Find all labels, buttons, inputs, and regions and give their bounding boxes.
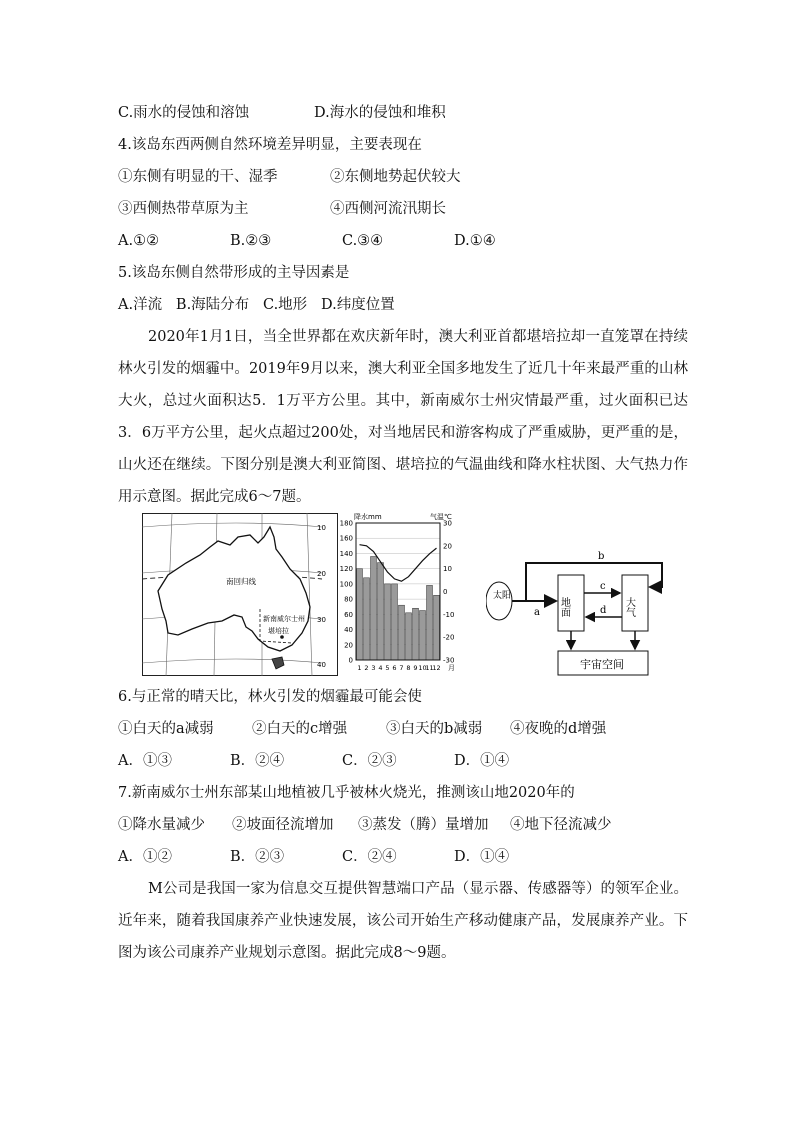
precip-tick-label: 160 [339,534,353,543]
tropic-label: 南回归线 [226,577,256,586]
precip-tick-label: 0 [348,656,353,665]
q7-statement-1: ①降水量减少 [118,817,205,833]
precip-bar-12 [434,595,440,660]
precip-bars [357,556,440,660]
label-c: c [600,581,606,592]
q6-statement-1: ①白天的a减弱 [118,721,214,737]
month-tick-label: 8 [406,664,411,672]
temp-tick-label: 30 [443,519,452,528]
q6-option-a[interactable]: A．①③ [118,753,172,769]
month-tick-label: 3 [371,664,376,672]
q4-option-c[interactable]: C.③④ [342,233,384,249]
month-tick-label: 5 [385,664,390,672]
month-tick-label: 7 [399,664,404,672]
precip-tick-label: 80 [344,595,353,604]
temp-tick-label: -30 [443,656,455,665]
precip-bar-11 [427,585,433,660]
temp-tick-label: 0 [443,588,448,596]
q3-option-c: C.雨水的侵蚀和溶蚀 [118,105,250,121]
precip-tick-label: 20 [344,641,353,650]
lat-label-10: 10 [317,524,326,532]
passage-m-company-text: M公司是我国一家为信息交互提供智慧端口产品（显示器、传感器等）的领军企业。近年来，随着我国康养产业快速发展，该公司开始生产移动健康产品，发展康养产业。下图为该公司康养产业规划示意图。据此完成8～9题。 [118,881,688,961]
precip-bar-8 [406,613,412,660]
q7-option-a[interactable]: A．①② [118,849,172,865]
passage-australia-fire [118,321,688,513]
precip-bar-3 [371,556,377,660]
temp-tick-label: -20 [443,633,455,642]
lat-label-20: 20 [317,570,326,578]
q4-option-d[interactable]: D.①④ [454,233,496,249]
month-tick-label: 12 [432,664,441,672]
q4-option-a[interactable]: A.①② [118,233,160,249]
temp-tick-label: 10 [443,565,452,574]
precip-bar-9 [413,608,419,660]
month-tick-label: 2 [364,664,369,672]
precip-tick-label: 180 [339,519,353,528]
q7-statement-2: ②坡面径流增加 [232,817,334,833]
q4-statement-1: ①东侧有明显的干、湿季 [118,169,278,185]
month-tick-label: 10 [418,664,427,672]
precip-ticks [340,520,353,665]
q6-stem: 6.与正常的晴天比，林火引发的烟霾最可能会使 [118,689,422,705]
q6-option-b[interactable]: B．②④ [230,753,285,769]
month-tick-label: 1 [357,664,362,672]
month-tick-label: 11 [425,664,434,672]
atmosphere-label: 大气 [623,597,635,617]
lat-label-30: 30 [317,616,326,624]
q7-stem: 7.新南威尔士州东部某山地植被几乎被林火烧光，推测该山地2020年的 [118,785,575,801]
space-label: 宇宙空间 [580,658,624,671]
temp-tick-label: -10 [443,610,455,619]
sun-label: 太阳 [493,591,512,601]
precip-bar-5 [385,584,391,660]
month-tick-label: 6 [392,664,397,672]
precip-bar-10 [420,611,426,660]
q4-statement-2: ②东侧地势起伏较大 [330,169,461,185]
q6-option-c[interactable]: C．②③ [342,753,397,769]
atmosphere-heat-diagram [486,547,666,677]
precip-bar-1 [357,569,363,660]
nsw-label: 新南威尔士州 [263,615,305,623]
precip-bar-2 [364,578,370,660]
q7-statement-4: ④地下径流减少 [510,817,612,833]
label-b: b [598,551,605,562]
month-unit: 月 [448,664,455,672]
q7-statement-3: ③蒸发（腾）量增加 [358,817,489,833]
label-d: d [600,605,607,616]
q7-option-b[interactable]: B．②③ [230,849,285,865]
lat-label-40: 40 [317,661,326,669]
q6-statement-3: ③白天的b减弱 [386,721,483,737]
ground-label: 地面 [558,597,570,617]
month-ticks [357,664,440,672]
q4-stem: 4.该岛东西两侧自然环境差异明显，主要表现在 [118,137,422,153]
q4-option-b[interactable]: B.②③ [230,233,272,249]
precip-tick-label: 120 [339,565,353,574]
temp-tick-label: 20 [443,542,452,551]
q5-options[interactable]: A.洋流 B.海陆分布 C.地形 D.纬度位置 [118,297,395,313]
q7-option-d[interactable]: D．①④ [454,849,510,865]
label-a: a [534,607,540,618]
precip-tick-label: 140 [339,549,353,558]
q6-option-d[interactable]: D．①④ [454,753,510,769]
q5-stem: 5.该岛东侧自然带形成的主导因素是 [118,265,350,281]
sun-ellipse [486,582,512,620]
climate-chart [336,510,468,675]
temp-axis-title: 气温℃ [430,513,452,521]
precip-axis-title: 降水mm [354,513,382,521]
q6-statement-2: ②白天的c增强 [252,721,348,737]
canberra-marker [280,635,284,639]
temp-ticks [443,520,454,665]
q4-statement-3: ③西侧热带草原为主 [118,201,249,217]
month-tick-label: 4 [378,664,383,672]
precip-bar-4 [378,563,384,660]
q6-statement-4: ④夜晚的d增强 [510,721,607,737]
precip-bar-6 [392,584,398,660]
q3-option-d: D.海水的侵蚀和堆积 [314,105,446,121]
q4-statement-4: ④西侧河流汛期长 [330,201,446,217]
passage-australia-fire-text: 2020年1月1日，当全世界都在欢庆新年时，澳大利亚首都堪培拉却一直笼罩在持续林火引发的烟霾中。2019年9月以来，澳大利亚全国多地发生了近几十年来最严重的山林大火，总过火面积达5．1万平方公里。其中，新南威尔士州灾情最严重，过火面积已达3．6万平方公里，起火点超过200处，对当地居民和游客构成了严重威胁，更严重的是，山火还在继续。下图分别是澳大利亚简图、堪培拉的气温曲线和降水柱状图、大气热力作用示意图。据此完成6～7题。 [118,329,688,505]
precip-bar-7 [399,605,405,660]
precip-tick-label: 100 [339,580,353,589]
q7-option-c[interactable]: C．②④ [342,849,397,865]
canberra-label: 堪培拉 [268,627,289,635]
precip-tick-label: 40 [344,626,353,635]
precip-tick-label: 60 [344,610,353,619]
australia-map [142,513,338,676]
month-tick-label: 9 [413,664,418,672]
passage-m-company [118,873,688,969]
